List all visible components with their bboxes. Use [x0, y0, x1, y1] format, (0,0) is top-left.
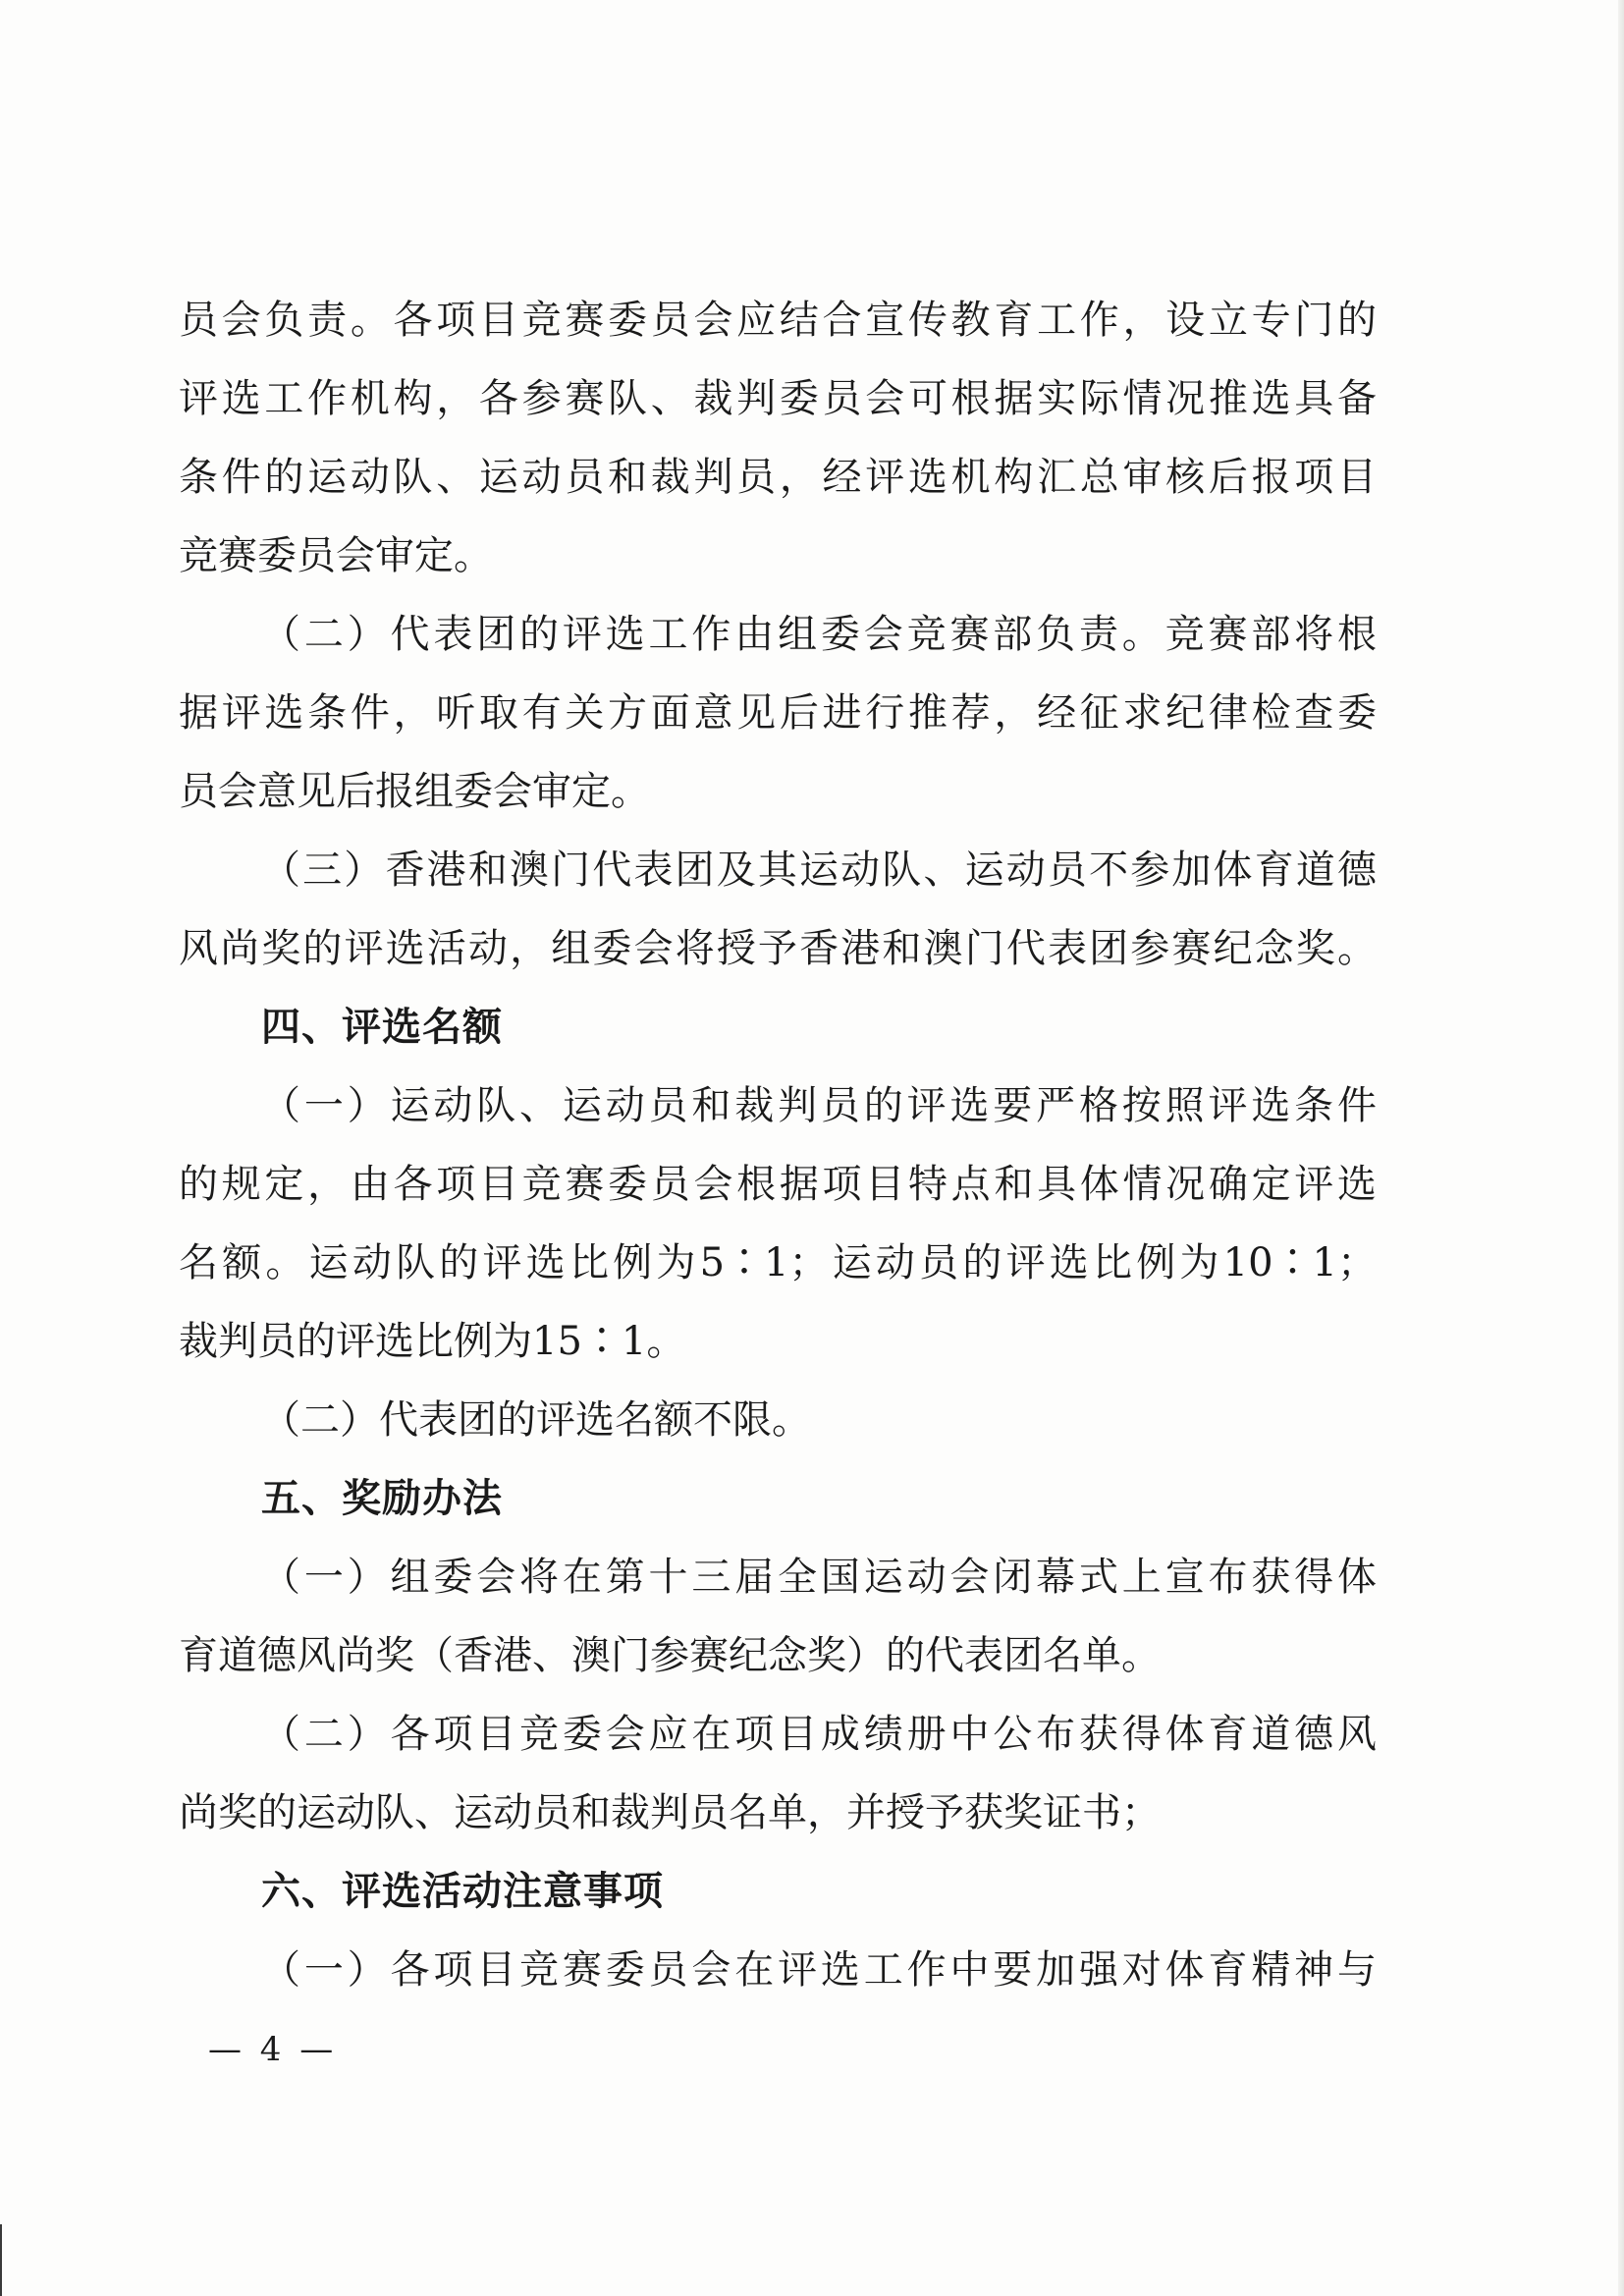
text-line: 竞赛委员会审定。 — [179, 533, 493, 578]
paragraph-start-line: （三）香港和澳门代表团及其运动队、运动员不参加体育道德 — [261, 847, 1377, 893]
section-heading: 六、评选活动注意事项 — [261, 1869, 664, 1914]
paragraph-start-line: （二）各项目竞委会应在项目成绩册中公布获得体育道德风 — [261, 1712, 1377, 1757]
section-heading: 五、奖励办法 — [261, 1476, 503, 1521]
section-heading: 四、评选名额 — [261, 1005, 503, 1050]
paragraph-start-line: （二）代表团的评选工作由组委会竞赛部负责。竞赛部将根 — [261, 612, 1377, 657]
document-body — [179, 281, 1377, 2009]
scan-edge-mark — [0, 2224, 2, 2296]
text-line: 育道德风尚奖（香港、澳门参赛纪念奖）的代表团名单。 — [179, 1633, 1161, 1678]
page-number: — 4 — — [208, 2030, 338, 2069]
text-line: 评选工作机构，各参赛队、裁判委员会可根据实际情况推选具备 — [179, 376, 1377, 421]
text-line: 的规定，由各项目竞赛委员会根据项目特点和具体情况确定评选 — [179, 1162, 1377, 1207]
paragraph-start-line: （二）代表团的评选名额不限。 — [261, 1397, 811, 1443]
scan-edge-shadow — [1618, 0, 1624, 2296]
text-line: 员会意见后报组委会审定。 — [179, 769, 650, 814]
text-line: 员会负责。各项目竞赛委员会应结合宣传教育工作，设立专门的 — [179, 298, 1377, 343]
text-line: 尚奖的运动队、运动员和裁判员名单，并授予获奖证书； — [179, 1790, 1161, 1835]
text-line: 据评选条件，听取有关方面意见后进行推荐，经征求纪律检查委 — [179, 690, 1377, 736]
text-line: 名额。运动队的评选比例为5∶1；运动员的评选比例为10∶1； — [179, 1240, 1377, 1285]
text-line: 条件的运动队、运动员和裁判员，经评选机构汇总审核后报项目 — [179, 455, 1377, 500]
paragraph-start-line: （一）运动队、运动员和裁判员的评选要严格按照评选条件 — [261, 1083, 1377, 1128]
paragraph-start-line: （一）组委会将在第十三届全国运动会闭幕式上宣布获得体 — [261, 1555, 1377, 1600]
paragraph-start-line: （一）各项目竞赛委员会在评选工作中要加强对体育精神与 — [261, 1947, 1377, 1993]
text-line: 裁判员的评选比例为15∶1。 — [179, 1319, 686, 1364]
text-line: 风尚奖的评选活动，组委会将授予香港和澳门代表团参赛纪念奖。 — [179, 926, 1377, 971]
